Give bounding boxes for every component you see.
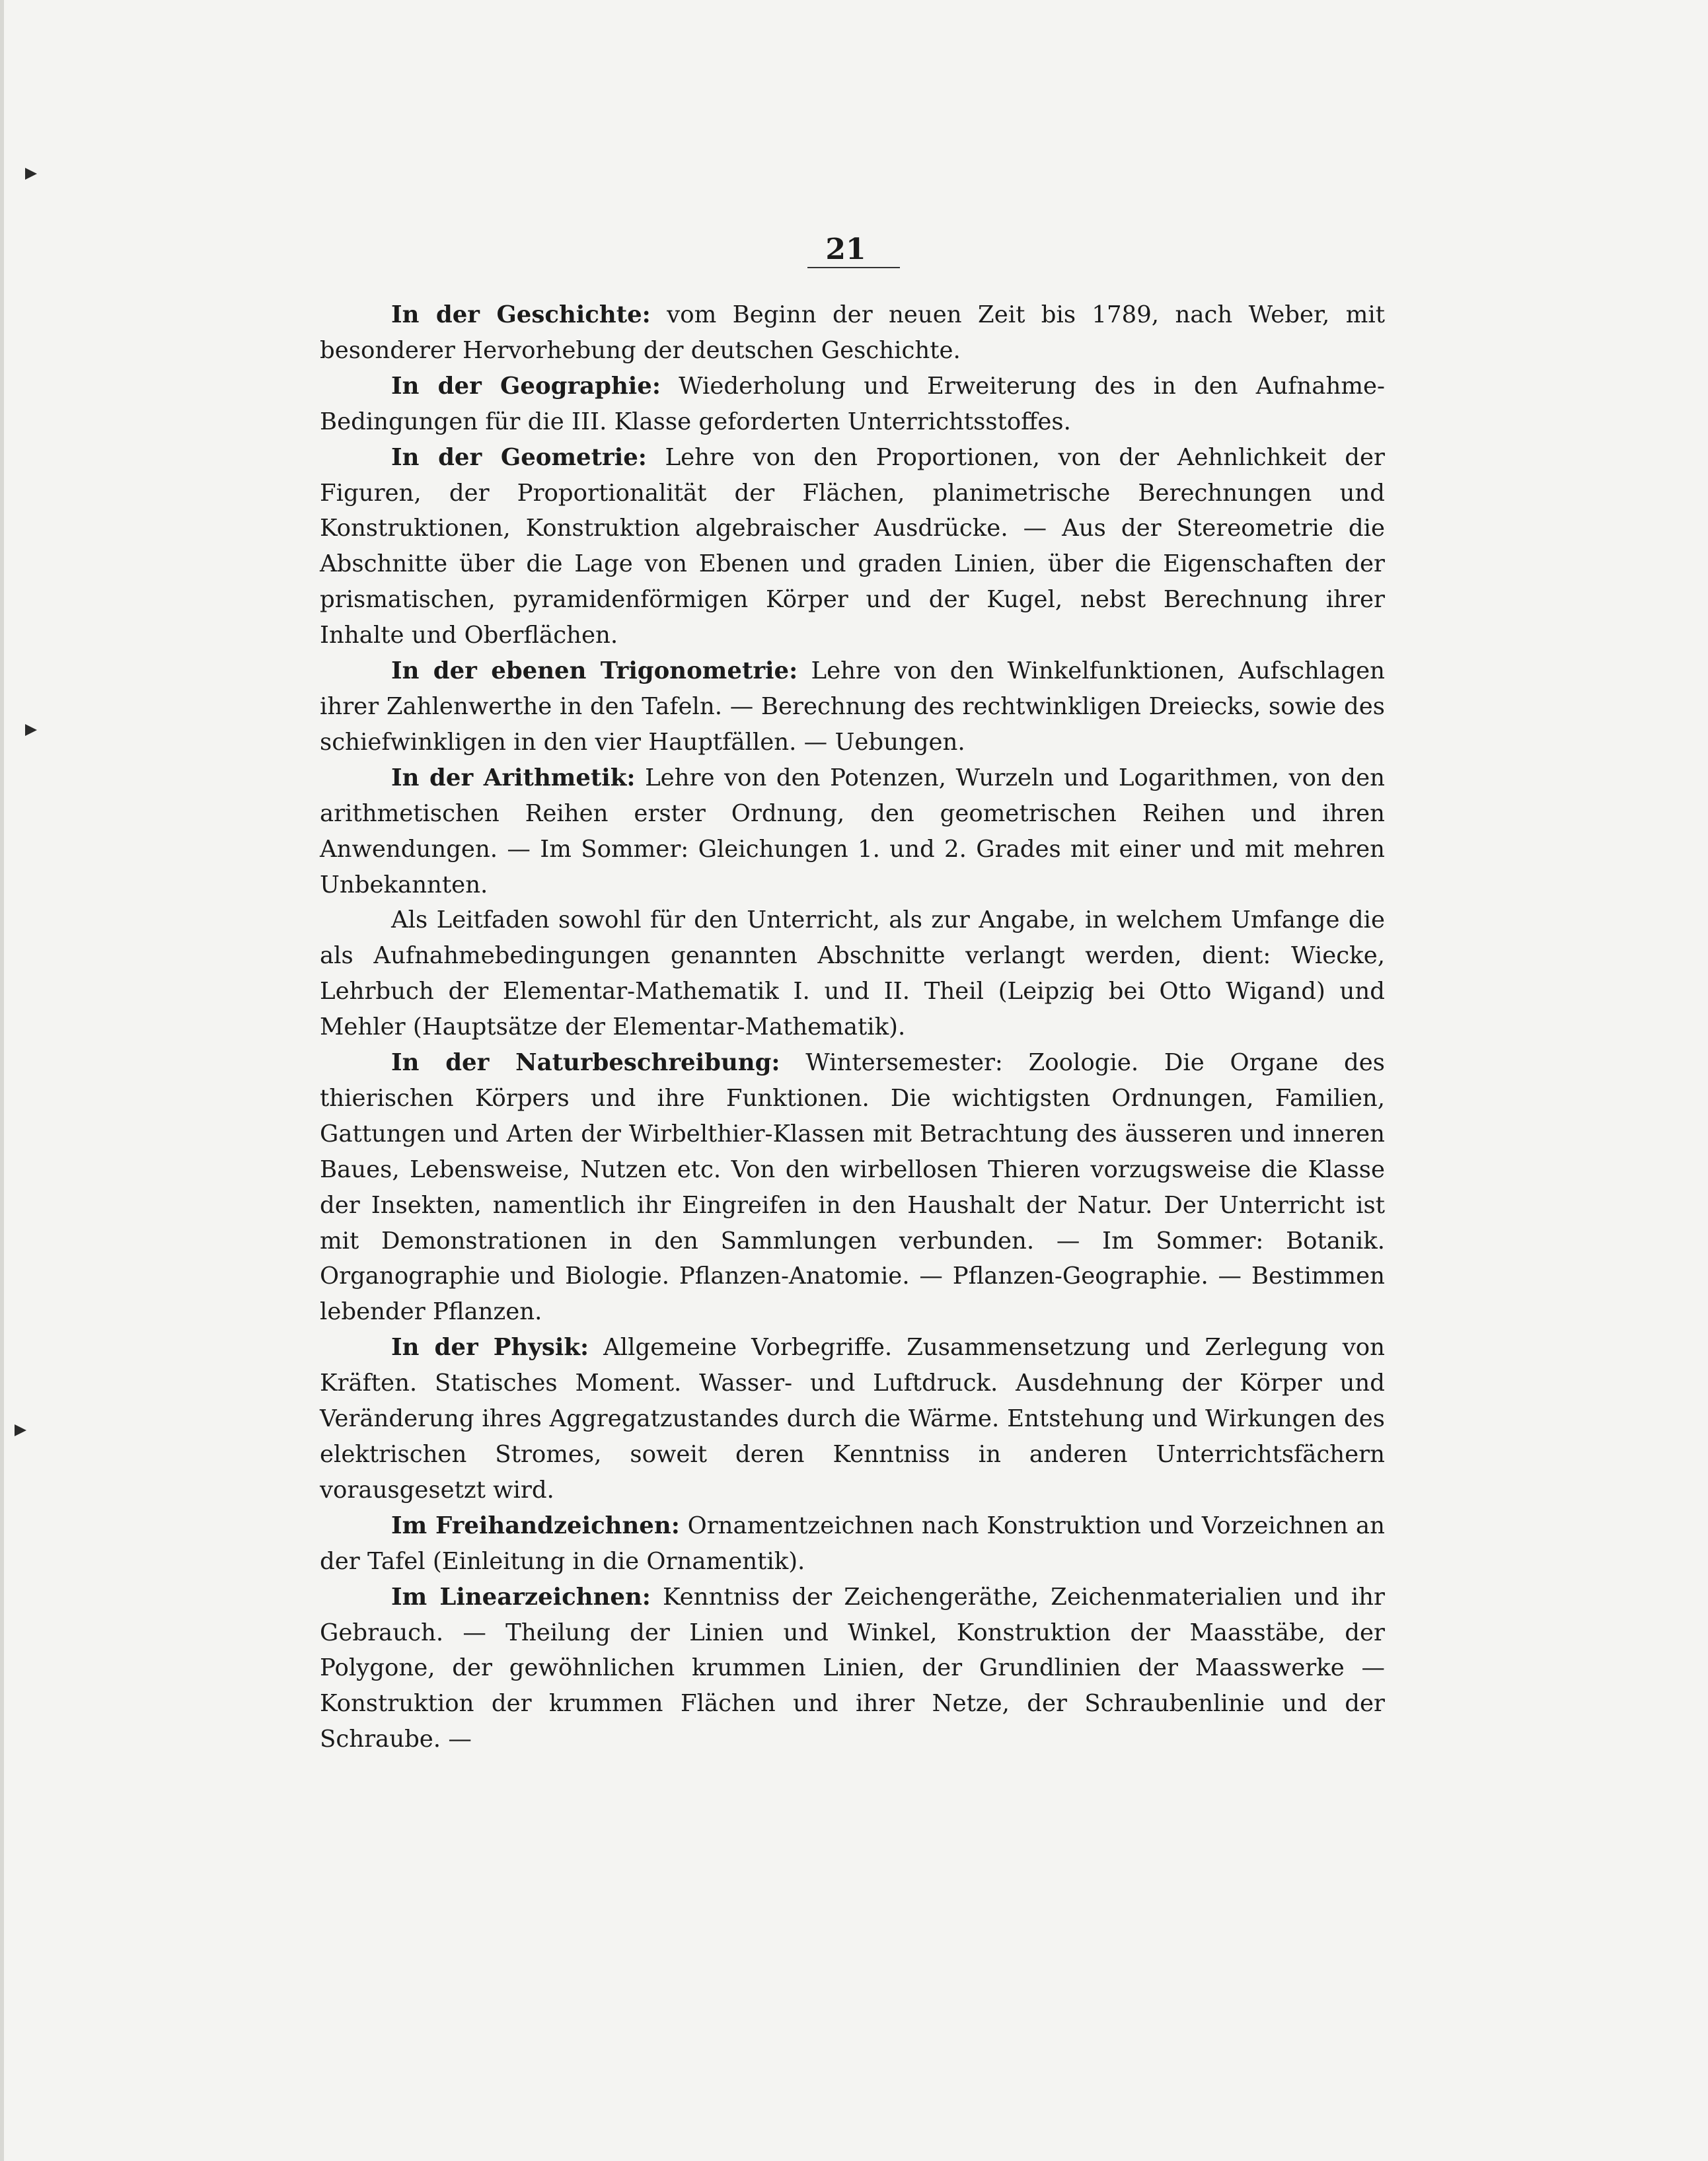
page-number-rule xyxy=(807,267,900,268)
paragraph-trigonometrie xyxy=(320,653,1385,760)
page-edge-shadow xyxy=(0,0,4,2161)
binding-mark-middle xyxy=(25,724,37,736)
paragraph-freihandzeichnen xyxy=(320,1508,1385,1580)
paragraph-text: Lehre von den Proportionen, von der Aehnlichkeit der Figuren, der Proportionalität der Flächen, planimetrische Berechnungen und Konstruktionen, Konstruktion algebraischer Ausdrücke. — Aus der Stereometrie die Abschnitte über die Lage von Ebenen und graden Linien, über die Eigenschaften der prismatischen, pyramidenförmigen Körper und der Kugel, nebst Berechnung ihrer Inhalte und Oberflächen. xyxy=(320,443,1385,649)
paragraph-linearzeichnen xyxy=(320,1580,1385,1758)
paragraph-geographie xyxy=(320,369,1385,440)
paragraph-leitfaden xyxy=(320,902,1385,1045)
paragraph-text: Lehre von den Potenzen, Wurzeln und Logarithmen, von den arithmetischen Reihen erster Ordnung, den geometrischen Reihen und ihren Anwendungen. — Im Sommer: Gleichungen 1. und 2. Grades mit einer und mit mehren Unbekannten. xyxy=(320,764,1385,898)
page-number: 21 xyxy=(825,233,866,266)
paragraph-naturbeschreibung xyxy=(320,1045,1385,1330)
paragraph-text: Wintersemester: Zoologie. Die Organe des thierischen Körpers und ihre Funktionen. Die wichtigsten Ordnungen, Familien, Gattungen und Arten der Wirbelthier-Klassen mit Betrachtung des äusseren und inneren Baues, Lebensweise, Nutzen etc. Von den wirbellosen Thieren vorzugsweise die Klasse der Insekten, namentlich ihr Eingreifen in den Haushalt der Natur. Der Unterricht ist mit Demonstrationen in den Sammlungen verbunden. — Im Sommer: Botanik. Organographie und Biologie. Pflanzen-Anatomie. — Pflanzen-Geographie. — Bestimmen lebender Pflanzen. xyxy=(320,1049,1385,1326)
paragraph-heading: In der Physik: xyxy=(391,1334,589,1362)
paragraph-text: Kenntniss der Zeichengeräthe, Zeichenmaterialien und ihr Gebrauch. — Theilung der Linien und Winkel, Konstruktion der Maasstäbe, der Polygone, der gewöhnlichen krummen Linien, der Grundlinien der Maasswerke — Konstruktion der krummen Flächen und ihrer Netze, der Schraubenlinie und der Schraube. — xyxy=(320,1583,1386,1753)
paragraph-text: Als Leitfaden sowohl für den Unterricht, als zur Angabe, in welchem Umfange die als Aufnahmebedingungen genannten Abschnitte verlangt werden, dient: Wiecke, Lehrbuch der Elementar-Mathematik I. und II. Theil (Leipzig bei Otto Wigand) und Mehler (Hauptsätze der Elementar-Mathematik). xyxy=(320,906,1385,1041)
paragraph-geometrie xyxy=(320,440,1385,653)
binding-mark-lower xyxy=(15,1424,26,1436)
paragraph-heading: In der Geometrie: xyxy=(391,443,647,471)
paragraph-text: Wiederholung und Erweiterung des in den Aufnahme-Bedingungen für die III. Klasse geforderten Unterrichtsstoffes. xyxy=(320,372,1385,435)
paragraph-heading: In der Naturbeschreibung: xyxy=(391,1049,780,1077)
paragraph-geschichte xyxy=(320,297,1385,369)
paragraph-text: Lehre von den Winkelfunktionen, Aufschlagen ihrer Zahlenwerthe in den Tafeln. — Berechnung des rechtwinkligen Dreiecks, sowie des schiefwinkligen in den vier Hauptfällen. — Uebungen. xyxy=(320,657,1385,756)
paragraph-heading: Im Linearzeichnen: xyxy=(391,1583,651,1611)
paragraph-physik xyxy=(320,1330,1385,1508)
paragraph-text: Allgemeine Vorbegriffe. Zusammensetzung und Zerlegung von Kräften. Statisches Moment. Wasser- und Luftdruck. Ausdehnung der Körper und Veränderung ihres Aggregatzustandes durch die Wärme. Entstehung und Wirkungen des elektrischen Stromes, soweit deren Kenntniss in anderen Unterrichtsfächern vorausgesetzt wird. xyxy=(320,1334,1385,1504)
body-text xyxy=(320,297,1385,1757)
paragraph-heading: In der Arithmetik: xyxy=(391,764,636,791)
paragraph-heading: In der Geschichte: xyxy=(391,301,651,328)
paragraph-heading: Im Freihandzeichnen: xyxy=(391,1512,680,1539)
paragraph-text: vom Beginn der neuen Zeit bis 1789, nach Weber, mit besonderer Hervorhebung der deutschen Geschichte. xyxy=(320,301,1385,364)
paragraph-text: Ornamentzeichnen nach Konstruktion und Vorzeichnen an der Tafel (Einleitung in die Ornamentik). xyxy=(320,1512,1386,1575)
paragraph-heading: In der ebenen Trigonometrie: xyxy=(391,657,798,685)
binding-mark-top xyxy=(25,168,37,180)
paragraph-heading: In der Geographie: xyxy=(391,372,661,400)
paragraph-arithmetik xyxy=(320,760,1385,903)
